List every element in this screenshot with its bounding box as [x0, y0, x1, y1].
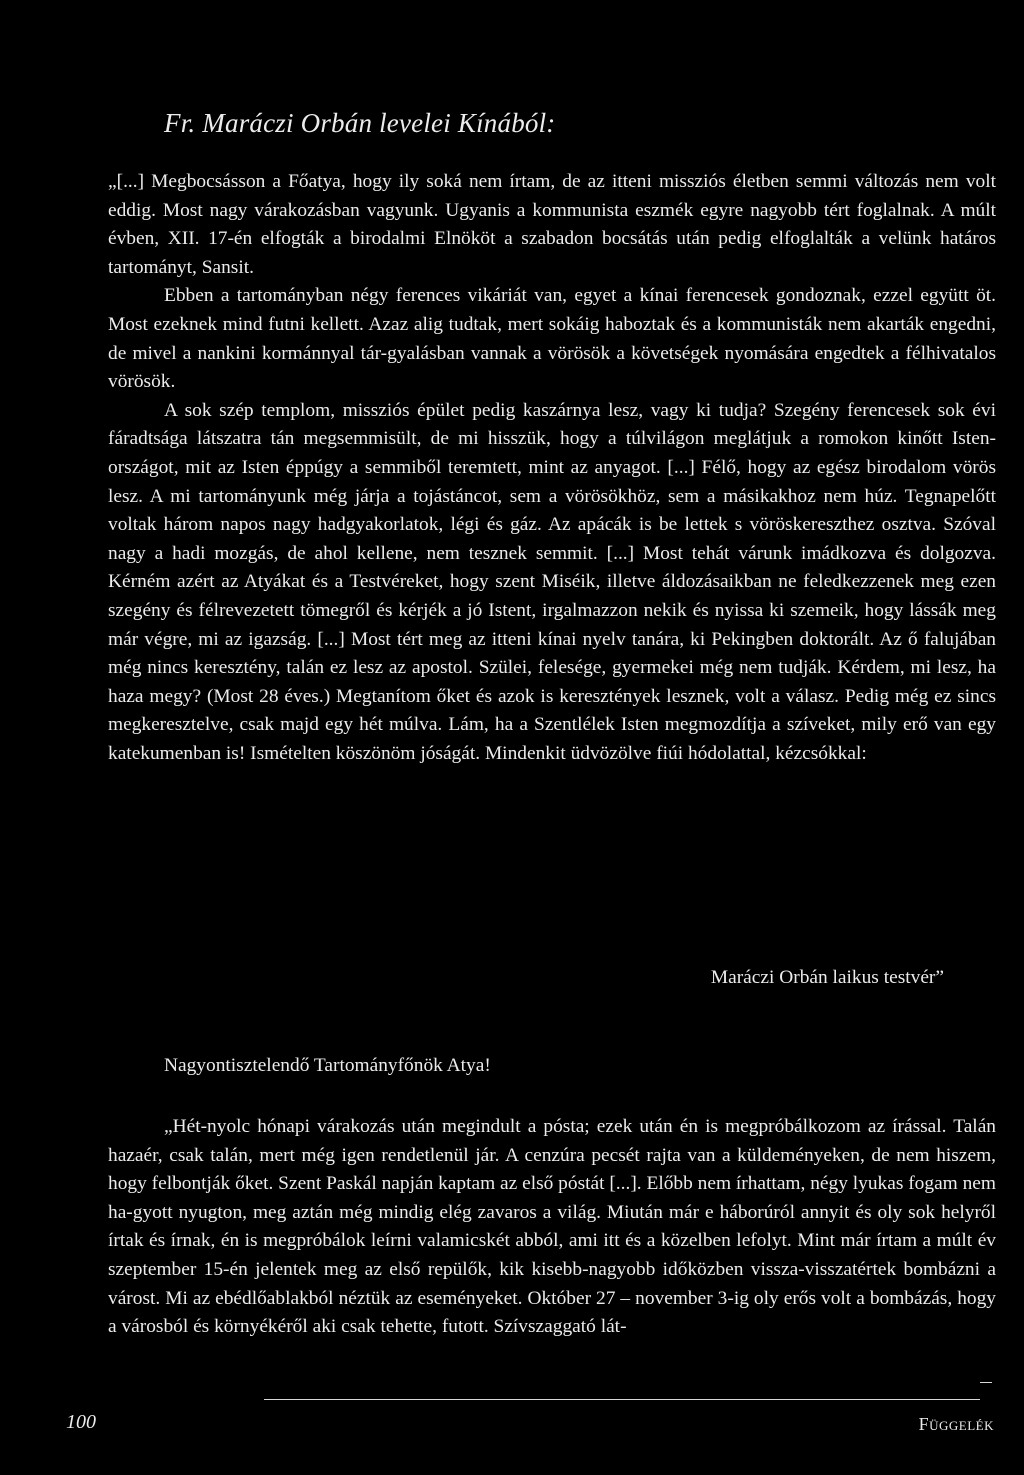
page-number: 100 [66, 1411, 96, 1433]
letter-2-paragraph-1: „Hét-nyolc hónapi várakozás után megindult a pósta; ezek után én is megpróbálkozom az írással. Talán hazaér, csak talán, mert még igen rendetlenül jár. A cenzúra pecsét rajta van a küldeményeken, de nem hiszem, hogy felbontják őket. Szent Paskál napján kaptam az első póstát [...]. Előbb nem írhattam, négy lyukas fogam nem ha-gyott nyugton, meg aztán még mindig elég zavaros a világ. Miután már e háborúról annyit és oly sok helyről írtak és írnak, én is megpróbálok leírni valamicskét abból, ami itt és a közelben lefolyt. Mint már írtam a múlt év szeptember 15-én jelentek meg az első repülők, kik kisebb-nagyobb időközben vissza-visszatértek bombázni a várost. Mi az ebédlőablakból néztük az eseményeket. Október 27 – november 3-ig oly erős volt a bombázás, hogy a városból és környékéről aki csak tehette, futott. Szívszaggató lát- [108, 1116, 996, 1338]
letter-1-paragraph-2: Ebben a tartományban négy ferences vikáriát van, egyet a kínai ferencesek gondoznak, ezzel együtt öt. Most ezeknek mind futni kellett. Azaz alig tudtak, mert sokáig haboztak és a kommunisták nem akarták engedni, de mivel a nankini kormánnyal tár-gyalásban vannak a vörösök a követségek nyomására engedtek a félhivatalos vörösök. [108, 285, 996, 393]
letter-2-body [108, 1113, 996, 1342]
running-footer-section: Függelék [918, 1414, 994, 1434]
letter-1-signature: Maráczi Orbán laikus testvér” [710, 967, 944, 988]
hyphen-continuation-mark [980, 1382, 992, 1383]
section-heading: Fr. Maráczi Orbán levelei Kínából: [164, 108, 556, 138]
letter-1-paragraph-1: „[...] Megbocsásson a Főatya, hogy ily soká nem írtam, de az itteni missziós életben semmi változás nem volt eddig. Most nagy várakozásban vagyunk. Ugyanis a kommunista eszmék egyre nagyobb tért foglalnak. A múlt évben, XII. 17-én elfogták a birodalmi Elnököt a szabadon bocsátás után pedig elfoglalták a velünk határos tartományt, Sansit. [108, 171, 996, 278]
letter-1-paragraph-3: A sok szép templom, missziós épület pedig kaszárnya lesz, vagy ki tudja? Szegény ferencesek sok évi fáradtsága látszatra tán megsemmisült, de mi hisszük, hogy a túlvilágon meglátjuk a romokon kinőtt Isten-országot, mit az Isten éppúgy a semmiből teremtett, mint az anyagot. [...] Félő, hogy az egész birodalom vörös lesz. A mi tartományunk még járja a tojástáncot, sem a vörösökhöz, sem a másikakhoz nem húz. Tegnapelőtt voltak három napos nagy hadgyakorlatok, légi és gáz. Az apácák is be lettek s vöröskereszthez osztva. Szóval nagy a hadi mozgás, de ahol kellene, nem tesznek semmit. [...] Most tehát várunk imádkozva és dolgozva. Kérném azért az Atyákat és a Testvéreket, hogy szent Miséik, illetve áldozásaikban ne feledkezzenek meg ezen szegény és félrevezetett tömegről és kérjék a jó Istent, irgalmazzon nekik és nyissa ki szemeik, hogy lássák meg már végre, mi az igazság. [...] Most tért meg az itteni kínai nyelv tanára, ki Pekingben doktorált. Az ő falujában még nincs keresztény, talán ez lesz az apostol. Szülei, felesége, gyermekei még nem tudják. Kérdem, mi lesz, ha haza megy? (Most 28 éves.) Megtanítom őket és azok is keresztények lesznek, volt a válasz. Pedig még ez sincs megkeresztelve, csak majd egy hét múlva. Lám, ha a Szentlélek Isten megmozdítja a szíveket, mily erő van egy katekumenban is! Ismételten köszönöm jóságát. Mindenkit üdvözölve fiúi hódolattal, kézcsókkal: [108, 399, 996, 764]
letter-2-salutation: Nagyontisztelendő Tartományfőnök Atya! [164, 1055, 491, 1076]
letter-1-body [108, 168, 996, 768]
footer-rule [264, 1399, 980, 1400]
